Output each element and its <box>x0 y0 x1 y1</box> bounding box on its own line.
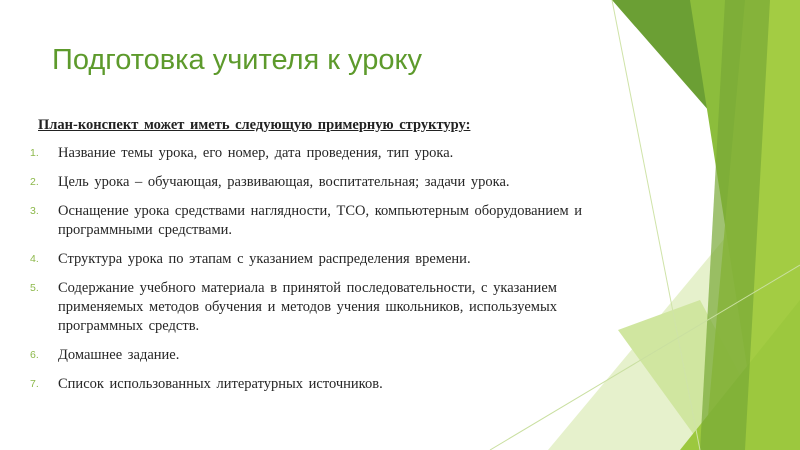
list-item <box>30 144 590 163</box>
structure-heading: План‑конспект может иметь следующую примерную структуру: <box>38 117 471 133</box>
list-item <box>30 250 590 269</box>
list-item <box>30 346 590 365</box>
item-text: Содержание учебного материала в принятой последовательности, с указанием применяемых методов обучения и методов учения школьников, используемых программных средств. <box>58 280 557 334</box>
list-item <box>30 375 590 394</box>
item-number: 6. <box>30 349 39 361</box>
structure-list <box>30 144 590 404</box>
list-item <box>30 173 590 192</box>
item-number: 1. <box>30 147 39 159</box>
item-text: Список использованных литературных источников. <box>58 376 383 392</box>
list-item <box>30 279 590 336</box>
list-item <box>30 202 590 240</box>
item-text: Оснащение урока средствами наглядности, ТСО, компьютерным оборудованием и программными средствами. <box>58 203 583 238</box>
item-text: Домашнее задание. <box>58 347 180 363</box>
item-text: Цель урока – обучающая, развивающая, воспитательная; задачи урока. <box>58 174 510 190</box>
item-number: 2. <box>30 176 39 188</box>
item-text: Структура урока по этапам с указанием распределения времени. <box>58 251 471 267</box>
slide-title: Подготовка учителя к уроку <box>52 44 422 76</box>
item-number: 4. <box>30 253 39 265</box>
item-text: Название темы урока, его номер, дата проведения, тип урока. <box>58 145 454 161</box>
item-number: 5. <box>30 282 39 294</box>
item-number: 7. <box>30 378 39 390</box>
item-number: 3. <box>30 205 39 217</box>
